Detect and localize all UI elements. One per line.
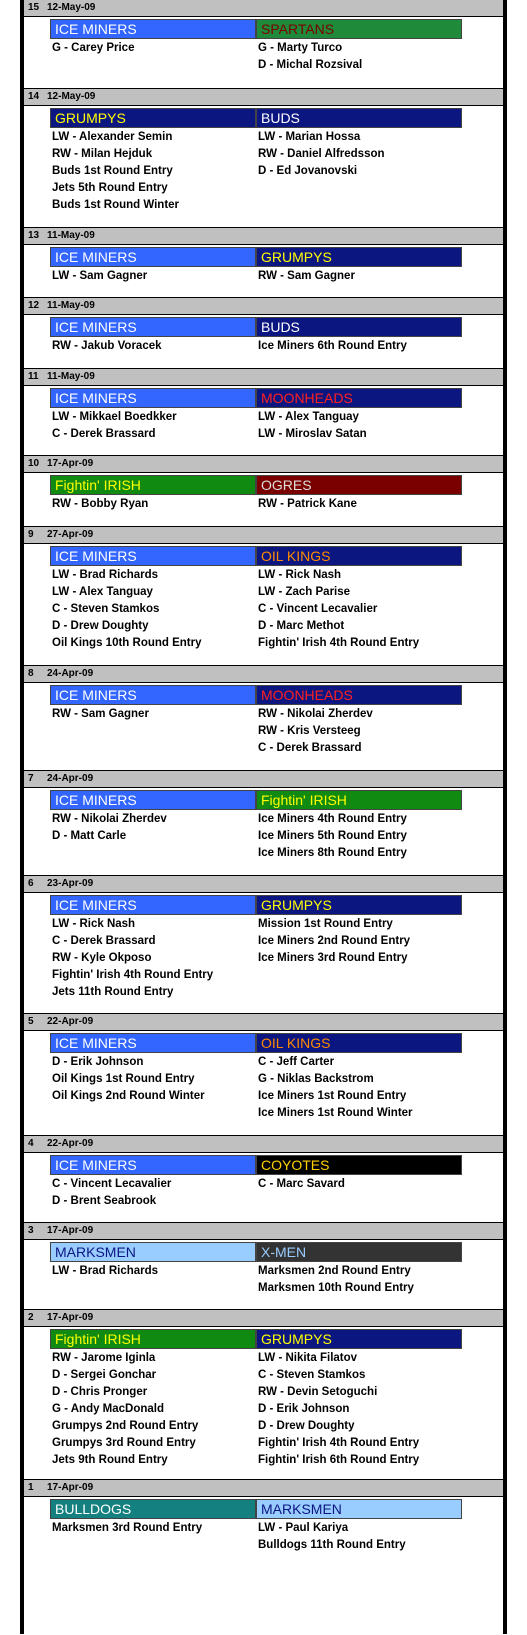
asset-item: Ice Miners 4th Round Entry xyxy=(258,813,407,825)
team-right-assets xyxy=(258,1176,345,1193)
team-left-banner: ICE MINERS xyxy=(50,790,256,810)
trade-header xyxy=(24,369,503,386)
team-left-assets xyxy=(52,496,148,513)
team-right-assets xyxy=(258,706,373,757)
trade-block xyxy=(24,665,503,771)
trade-teams xyxy=(24,1033,503,1054)
asset-item: RW - Bobby Ryan xyxy=(52,498,149,510)
team-left-banner: GRUMPYS xyxy=(50,108,256,128)
trade-header xyxy=(24,1310,503,1327)
team-right-assets xyxy=(258,811,407,862)
asset-item: G - Carey Price xyxy=(52,42,135,54)
team-left-banner: Fightin' IRISH xyxy=(50,1329,256,1349)
asset-item: LW - Brad Richards xyxy=(52,1265,159,1277)
team-right-assets xyxy=(258,338,407,355)
asset-item: RW - Sam Gagner xyxy=(52,708,149,720)
trade-block xyxy=(24,88,503,228)
asset-item: G - Andy MacDonald xyxy=(52,1403,165,1415)
team-left-banner: ICE MINERS xyxy=(50,685,256,705)
team-left-assets xyxy=(52,1176,171,1210)
trade-number: 13 xyxy=(28,230,40,241)
asset-item: LW - Alex Tanguay xyxy=(258,411,359,423)
trade-date: 23-Apr-09 xyxy=(47,878,94,889)
trade-teams xyxy=(24,1499,503,1520)
asset-item: LW - Zach Parise xyxy=(258,586,351,598)
team-right-assets xyxy=(258,1054,413,1122)
team-left-assets xyxy=(52,1263,158,1280)
asset-item: Fightin' Irish 4th Round Entry xyxy=(258,1437,420,1449)
trade-log xyxy=(20,0,507,1634)
team-left-banner: MARKSMEN xyxy=(50,1242,256,1262)
asset-item: Fightin' Irish 4th Round Entry xyxy=(258,637,420,649)
team-right-banner: BUDS xyxy=(256,317,462,337)
asset-item: C - Marc Savard xyxy=(258,1178,345,1190)
trade-number: 2 xyxy=(28,1312,34,1323)
trade-number: 7 xyxy=(28,773,34,784)
team-right-assets xyxy=(258,567,419,652)
asset-item: LW - Brad Richards xyxy=(52,569,159,581)
trade-date: 24-Apr-09 xyxy=(47,773,94,784)
team-left-banner: ICE MINERS xyxy=(50,388,256,408)
asset-item: LW - Alexander Semin xyxy=(52,131,173,143)
asset-item: RW - Kris Versteeg xyxy=(258,725,361,737)
asset-item: Oil Kings 1st Round Entry xyxy=(52,1073,195,1085)
team-right-banner: BUDS xyxy=(256,108,462,128)
trade-date: 17-Apr-09 xyxy=(47,458,94,469)
team-right-assets xyxy=(258,40,362,74)
team-right-assets xyxy=(258,916,410,967)
team-right-banner: MARKSMEN xyxy=(256,1499,462,1519)
team-left-assets xyxy=(52,409,177,443)
team-right-banner: X-MEN xyxy=(256,1242,462,1262)
asset-item: RW - Daniel Alfredsson xyxy=(258,148,385,160)
asset-item: Marksmen 10th Round Entry xyxy=(258,1282,414,1294)
trade-block xyxy=(24,368,503,456)
asset-item: LW - Nikita Filatov xyxy=(258,1352,358,1364)
trade-number: 14 xyxy=(28,91,40,102)
asset-item: D - Chris Pronger xyxy=(52,1386,148,1398)
asset-item: D - Sergei Gonchar xyxy=(52,1369,157,1381)
team-left-assets xyxy=(52,1350,198,1469)
team-right-assets xyxy=(258,1520,406,1554)
asset-item: C - Vincent Lecavalier xyxy=(52,1178,172,1190)
trade-date: 17-Apr-09 xyxy=(47,1225,94,1236)
asset-item: D - Erik Johnson xyxy=(52,1056,144,1068)
trade-teams xyxy=(24,685,503,706)
trade-teams xyxy=(24,1329,503,1350)
trade-number: 11 xyxy=(28,371,39,382)
asset-item: Marksmen 3rd Round Entry xyxy=(52,1522,203,1534)
trade-block xyxy=(24,0,503,88)
asset-item: C - Derek Brassard xyxy=(52,428,156,440)
team-left-banner: Fightin' IRISH xyxy=(50,475,256,495)
team-right-assets xyxy=(258,1350,419,1469)
trade-block xyxy=(24,1135,503,1223)
asset-item: Jets 5th Round Entry xyxy=(52,182,168,194)
trade-teams xyxy=(24,247,503,268)
trade-teams xyxy=(24,790,503,811)
trade-header xyxy=(24,228,503,245)
trade-block xyxy=(24,770,503,876)
trade-date: 11-May-09 xyxy=(47,371,95,382)
asset-item: RW - Milan Hejduk xyxy=(52,148,153,160)
asset-item: Grumpys 2nd Round Entry xyxy=(52,1420,199,1432)
asset-item: D - Brent Seabrook xyxy=(52,1195,157,1207)
trade-block xyxy=(24,1222,503,1310)
trade-teams xyxy=(24,108,503,129)
asset-item: Fightin' Irish 4th Round Entry xyxy=(52,969,214,981)
trade-teams xyxy=(24,475,503,496)
trade-number: 3 xyxy=(28,1225,34,1236)
team-right-banner: GRUMPYS xyxy=(256,1329,462,1349)
asset-item: C - Vincent Lecavalier xyxy=(258,603,378,615)
asset-item: D - Marc Methot xyxy=(258,620,345,632)
team-right-banner: GRUMPYS xyxy=(256,895,462,915)
trade-date: 11-May-09 xyxy=(47,300,95,311)
team-left-banner: ICE MINERS xyxy=(50,317,256,337)
asset-item: Bulldogs 11th Round Entry xyxy=(258,1539,406,1551)
team-right-banner: SPARTANS xyxy=(256,19,462,39)
team-left-banner: ICE MINERS xyxy=(50,1155,256,1175)
asset-item: Marksmen 2nd Round Entry xyxy=(258,1265,411,1277)
team-left-assets xyxy=(52,811,167,845)
trade-date: 12-May-09 xyxy=(47,2,96,13)
trade-teams xyxy=(24,1242,503,1263)
asset-item: RW - Jarome Iginla xyxy=(52,1352,156,1364)
trade-date: 27-Apr-09 xyxy=(47,529,94,540)
asset-item: Ice Miners 2nd Round Entry xyxy=(258,935,411,947)
asset-item: Ice Miners 1st Round Entry xyxy=(258,1090,407,1102)
trade-date: 24-Apr-09 xyxy=(47,668,94,679)
team-left-banner: ICE MINERS xyxy=(50,247,256,267)
trade-date: 11-May-09 xyxy=(47,230,95,241)
asset-item: Jets 11th Round Entry xyxy=(52,986,174,998)
asset-item: Ice Miners 6th Round Entry xyxy=(258,340,407,352)
trade-number: 1 xyxy=(28,1482,34,1493)
trade-header xyxy=(24,1136,503,1153)
asset-item: Buds 1st Round Entry xyxy=(52,165,173,177)
trade-block xyxy=(24,526,503,666)
trade-teams xyxy=(24,19,503,40)
asset-item: RW - Jakub Voracek xyxy=(52,340,162,352)
team-left-banner: ICE MINERS xyxy=(50,895,256,915)
asset-item: LW - Rick Nash xyxy=(258,569,342,581)
asset-item: Ice Miners 5th Round Entry xyxy=(258,830,407,842)
trade-header xyxy=(24,298,503,315)
team-right-assets xyxy=(258,129,385,180)
team-left-assets xyxy=(52,567,202,652)
asset-item: Ice Miners 8th Round Entry xyxy=(258,847,407,859)
asset-item: D - Michal Rozsival xyxy=(258,59,363,71)
team-right-banner: Fightin' IRISH xyxy=(256,790,462,810)
team-right-assets xyxy=(258,496,357,513)
trade-number: 8 xyxy=(28,668,34,679)
trade-teams xyxy=(24,546,503,567)
asset-item: Oil Kings 2nd Round Winter xyxy=(52,1090,205,1102)
trade-number: 12 xyxy=(28,300,40,311)
trade-header xyxy=(24,527,503,544)
asset-item: G - Niklas Backstrom xyxy=(258,1073,374,1085)
trade-block xyxy=(24,227,503,298)
trade-block xyxy=(24,1013,503,1136)
asset-item: C - Derek Brassard xyxy=(52,935,156,947)
team-right-assets xyxy=(258,409,367,443)
team-left-assets xyxy=(52,129,179,214)
asset-item: D - Drew Doughty xyxy=(52,620,149,632)
asset-item: LW - Sam Gagner xyxy=(52,270,148,282)
trade-number: 5 xyxy=(28,1016,34,1027)
team-left-banner: ICE MINERS xyxy=(50,1033,256,1053)
asset-item: RW - Nikolai Zherdev xyxy=(258,708,373,720)
asset-item: RW - Patrick Kane xyxy=(258,498,357,510)
trade-block xyxy=(24,455,503,527)
asset-item: LW - Marian Hossa xyxy=(258,131,361,143)
trade-date: 17-Apr-09 xyxy=(47,1312,94,1323)
asset-item: C - Steven Stamkos xyxy=(258,1369,366,1381)
team-left-banner: BULLDOGS xyxy=(50,1499,256,1519)
asset-item: RW - Kyle Okposo xyxy=(52,952,152,964)
trade-header xyxy=(24,1014,503,1031)
trade-number: 10 xyxy=(28,458,40,469)
asset-item: Ice Miners 1st Round Winter xyxy=(258,1107,413,1119)
trade-number: 15 xyxy=(28,2,40,13)
team-right-banner: MOONHEADS xyxy=(256,388,462,408)
asset-item: LW - Miroslav Satan xyxy=(258,428,367,440)
team-left-assets xyxy=(52,1054,205,1105)
asset-item: C - Derek Brassard xyxy=(258,742,362,754)
team-left-assets xyxy=(52,1520,202,1537)
trade-number: 4 xyxy=(28,1138,34,1149)
team-right-assets xyxy=(258,268,355,285)
team-left-assets xyxy=(52,338,162,355)
trade-teams xyxy=(24,317,503,338)
trade-header xyxy=(24,1223,503,1240)
trade-header xyxy=(24,1480,503,1497)
team-right-banner: OIL KINGS xyxy=(256,546,462,566)
team-left-assets xyxy=(52,706,149,723)
trade-number: 6 xyxy=(28,878,34,889)
team-right-banner: MOONHEADS xyxy=(256,685,462,705)
trade-header xyxy=(24,666,503,683)
asset-item: D - Ed Jovanovski xyxy=(258,165,358,177)
asset-item: Ice Miners 3rd Round Entry xyxy=(258,952,408,964)
team-left-assets xyxy=(52,40,134,57)
asset-item: C - Jeff Carter xyxy=(258,1056,335,1068)
asset-item: Oil Kings 10th Round Entry xyxy=(52,637,202,649)
trade-teams xyxy=(24,1155,503,1176)
trade-number: 9 xyxy=(28,529,34,540)
trade-block xyxy=(24,875,503,1014)
trade-teams xyxy=(24,388,503,409)
trade-block xyxy=(24,1479,503,1635)
asset-item: Fightin' Irish 6th Round Entry xyxy=(258,1454,420,1466)
team-right-banner: OIL KINGS xyxy=(256,1033,462,1053)
trade-teams xyxy=(24,895,503,916)
asset-item: C - Steven Stamkos xyxy=(52,603,160,615)
trade-header xyxy=(24,876,503,893)
team-left-assets xyxy=(52,268,147,285)
trade-header xyxy=(24,0,503,17)
asset-item: D - Drew Doughty xyxy=(258,1420,355,1432)
asset-item: RW - Devin Setoguchi xyxy=(258,1386,378,1398)
asset-item: LW - Mikkael Boedkker xyxy=(52,411,177,423)
trade-header xyxy=(24,456,503,473)
trade-header xyxy=(24,771,503,788)
asset-item: Mission 1st Round Entry xyxy=(258,918,393,930)
asset-item: G - Marty Turco xyxy=(258,42,343,54)
team-right-banner: GRUMPYS xyxy=(256,247,462,267)
asset-item: RW - Sam Gagner xyxy=(258,270,355,282)
asset-item: D - Erik Johnson xyxy=(258,1403,350,1415)
trade-date: 22-Apr-09 xyxy=(47,1138,94,1149)
trade-date: 22-Apr-09 xyxy=(47,1016,94,1027)
team-right-banner: COYOTES xyxy=(256,1155,462,1175)
trade-date: 17-Apr-09 xyxy=(47,1482,94,1493)
trade-date: 12-May-09 xyxy=(47,91,96,102)
team-left-assets xyxy=(52,916,213,1001)
team-right-assets xyxy=(258,1263,414,1297)
trade-header xyxy=(24,89,503,106)
asset-item: Grumpys 3rd Round Entry xyxy=(52,1437,196,1449)
trade-block xyxy=(24,1309,503,1480)
trade-block xyxy=(24,297,503,369)
team-left-banner: ICE MINERS xyxy=(50,546,256,566)
team-left-banner: ICE MINERS xyxy=(50,19,256,39)
team-right-banner: OGRES xyxy=(256,475,462,495)
asset-item: LW - Rick Nash xyxy=(52,918,136,930)
asset-item: LW - Paul Kariya xyxy=(258,1522,349,1534)
asset-item: D - Matt Carle xyxy=(52,830,127,842)
asset-item: RW - Nikolai Zherdev xyxy=(52,813,167,825)
asset-item: Buds 1st Round Winter xyxy=(52,199,180,211)
asset-item: Jets 9th Round Entry xyxy=(52,1454,168,1466)
asset-item: LW - Alex Tanguay xyxy=(52,586,153,598)
